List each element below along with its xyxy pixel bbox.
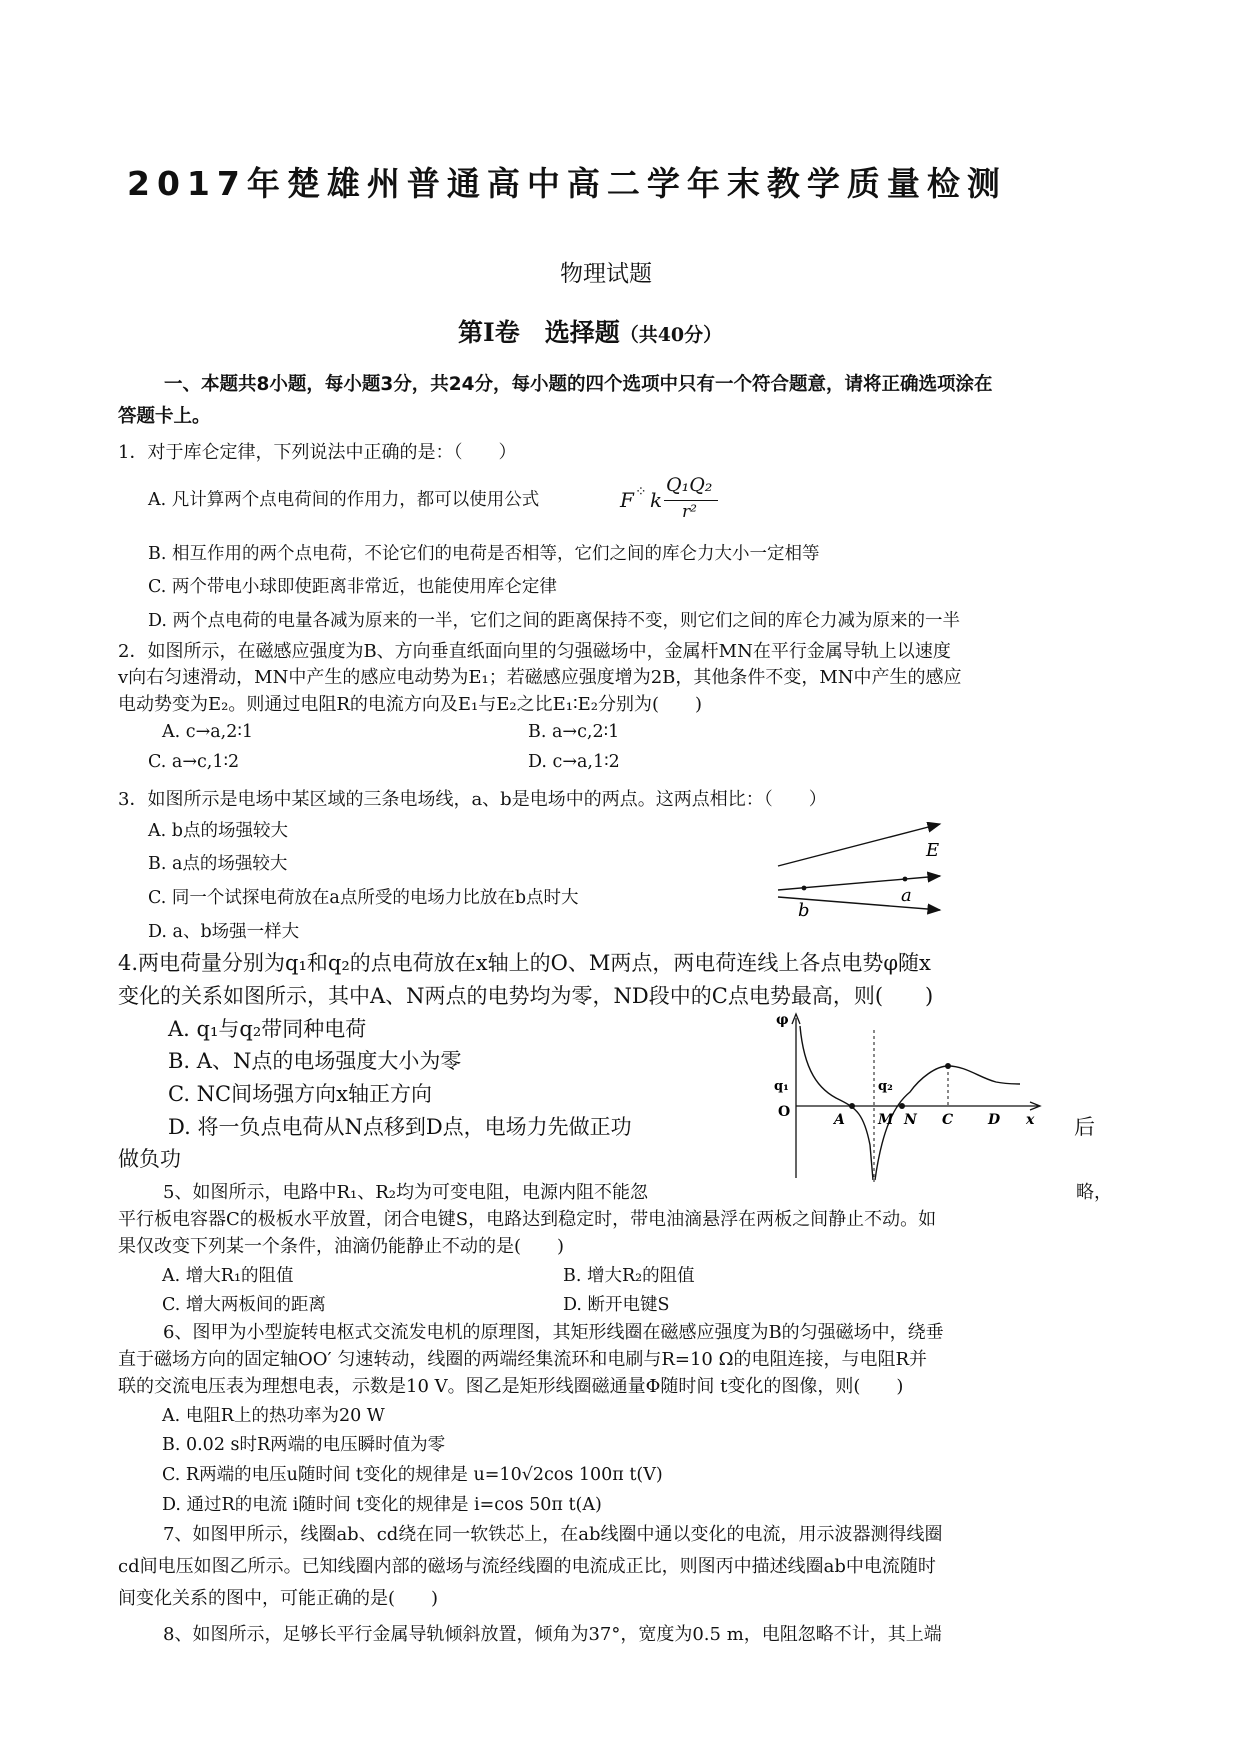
subject-title: 物理试题 (560, 261, 652, 287)
label-q2: q₂ (878, 1079, 893, 1094)
q1-option-c: C. 两个带电小球即使距离非常近，也能使用库仑定律 (148, 577, 557, 597)
q4-option-c: C. NC间场强方向x轴正方向 (168, 1082, 432, 1106)
q5-line1-tail: 略， (1076, 1182, 1112, 1203)
label-n: N (904, 1112, 917, 1128)
q2-option-c: C. a→c,1∶2 (148, 752, 240, 772)
label-m: M (878, 1112, 894, 1128)
q5-option-d: D. 断开电键S (563, 1295, 670, 1315)
point-b (802, 886, 807, 891)
q5-line2: 平行板电容器C的极板水平放置，闭合电键S，电路达到稳定时，带电油滴悬浮在两板之间静止不动。如 (118, 1209, 937, 1230)
q3-option-c: C. 同一个试探电荷放在a点所受的电场力比放在b点时大 (148, 888, 579, 908)
q4-option-d: D. 将一负点电荷从N点移到D点，电场力先做正功 (168, 1115, 632, 1139)
q2-line2: v向右匀速滑动，MN中产生的感应电动势为E₁；若磁感应强度增为2B，其他条件不变，MN中产生的感应 (118, 667, 962, 688)
q5-option-b: B. 增大R₂的阻值 (563, 1266, 695, 1286)
q1-stem: 1．对于库仑定律，下列说法中正确的是：（ ） (118, 442, 517, 463)
label-x: x (1026, 1112, 1035, 1128)
point-a-dot (849, 1103, 855, 1109)
label-phi: φ (776, 1012, 789, 1028)
label-e: E (926, 840, 940, 861)
q4-option-d-tail: 后 (1074, 1115, 1095, 1139)
formula-numerator: Q₁Q₂ (666, 474, 713, 496)
curve-left-branch (800, 1026, 873, 1180)
q5-line3: 果仅改变下列某一个条件，油滴仍能静止不动的是( ) (118, 1236, 565, 1257)
field-lines-figure (770, 822, 950, 937)
q1-option-b: B. 相互作用的两个点电荷，不论它们的电荷是否相等，它们之间的库仑力大小一定相等 (148, 544, 820, 564)
label-a: a (901, 885, 912, 906)
q6-line3: 联的交流电压表为理想电表，示数是10 V。图乙是矩形线圈磁通量Φ随时间 t变化的图像，则( ) (118, 1376, 904, 1397)
q4-option-a: A. q₁与q₂带同种电荷 (168, 1017, 367, 1041)
q6-option-c: C. R两端的电压u随时间 t变化的规律是 u=10√2cos 100π t(V) (162, 1465, 663, 1485)
q3-option-b: B. a点的场强较大 (148, 854, 288, 874)
q2-option-a: A. c→a,2∶1 (162, 722, 254, 742)
q4-line2: 变化的关系如图所示，其中A、N两点的电势均为零，ND段中的C点电势最高，则( ) (118, 984, 934, 1008)
label-a-axis: A (834, 1112, 845, 1128)
instruction-line2: 答题卡上。 (118, 406, 211, 427)
formula-k: k (650, 488, 663, 512)
point-n-dot (899, 1103, 905, 1109)
q3-option-d: D. a、b场强一样大 (148, 922, 300, 942)
q5-line1: 5、如图所示，电路中R₁、R₂均为可变电阻，电源内阻不能忽 (163, 1182, 648, 1203)
q2-line1: 2．如图所示，在磁感应强度为B、方向垂直纸面向里的匀强磁场中，金属杆MN在平行金属导轨上以速度 (118, 641, 951, 662)
q4-option-b: B. A、N点的电场强度大小为零 (168, 1049, 462, 1073)
label-q1: q₁ (774, 1079, 789, 1094)
section-note: （共40分） (619, 324, 723, 346)
q1-option-d: D. 两个点电荷的电量各减为原来的一半，它们之间的距离保持不变，则它们之间的库仑力减为原来的一半 (148, 611, 961, 631)
potential-graph (770, 1010, 1050, 1185)
q4-option-d-cont: 做负功 (118, 1147, 181, 1171)
formula-dots: ⁘ (635, 484, 647, 500)
field-line-top (778, 824, 940, 866)
q2-line3: 电动势变为E₂。则通过电阻R的电流方向及E₁与E₂之比E₁∶E₂分别为( ) (118, 694, 703, 715)
q6-option-a: A. 电阻R上的热功率为20 W (162, 1406, 385, 1426)
point-c-dot (945, 1063, 951, 1069)
q2-option-d: D. c→a,1∶2 (528, 752, 620, 772)
q7-line3: 间变化关系的图中，可能正确的是( ) (118, 1588, 439, 1609)
q5-option-a: A. 增大R₁的阻值 (162, 1266, 294, 1286)
q7-line2: cd间电压如图乙所示。已知线圈内部的磁场与流经线圈的电流成正比，则图丙中描述线圈ab中电流随时 (118, 1556, 936, 1577)
label-c: C (942, 1112, 954, 1128)
instruction-line1: 一、本题共8小题，每小题3分，共24分，每小题的四个选项中只有一个符合题意，请将正确选项涂在 (164, 374, 993, 395)
label-b: b (798, 900, 810, 921)
label-o: O (778, 1104, 791, 1120)
q8-line1: 8、如图所示，足够长平行金属导轨倾斜放置，倾角为37°，宽度为0.5 m，电阻忽略不计，其上端 (163, 1624, 942, 1645)
q2-option-b: B. a→c,2∶1 (528, 722, 620, 742)
q4-line1: 4.两电荷量分别为q₁和q₂的点电荷放在x轴上的O、M两点，两电荷连线上各点电势φ随x (118, 951, 931, 975)
q1-option-a: A. 凡计算两个点电荷间的作用力，都可以使用公式 (148, 490, 540, 510)
section-heading (458, 313, 722, 349)
q6-line1: 6、图甲为小型旋转电枢式交流发电机的原理图，其矩形线圈在磁感应强度为B的匀强磁场中，绕垂 (163, 1322, 944, 1343)
formula-bar (664, 500, 718, 501)
q3-stem: 3．如图所示是电场中某区域的三条电场线，a、b是电场中的两点。这两点相比：（ ） (118, 789, 827, 810)
q6-option-d: D. 通过R的电流 i随时间 t变化的规律是 i=cos 50π t(A) (162, 1495, 602, 1515)
point-a (903, 877, 908, 882)
q5-option-c: C. 增大两板间的距离 (162, 1295, 326, 1315)
label-d: D (988, 1112, 1001, 1128)
coulomb-formula (620, 474, 730, 534)
q6-option-b: B. 0.02 s时R两端的电压瞬时值为零 (162, 1435, 446, 1455)
q6-line2: 直于磁场方向的固定轴OO′ 匀速转动，线圈的两端经集流环和电刷与R=10 Ω的电阻连接，与电阻R并 (118, 1349, 928, 1370)
exam-title: 2017年楚雄州普通高中高二学年末教学质量检测 (127, 164, 1007, 203)
formula-denominator: r² (682, 502, 697, 522)
q3-option-a: A. b点的场强较大 (148, 821, 288, 841)
q7-line1: 7、如图甲所示，线圈ab、cd绕在同一软铁芯上，在ab线圈中通以变化的电流，用示波器测得线圈 (163, 1524, 943, 1545)
formula-f: F (620, 488, 634, 512)
section-label: 第Ⅰ卷 选择题 (458, 318, 620, 347)
